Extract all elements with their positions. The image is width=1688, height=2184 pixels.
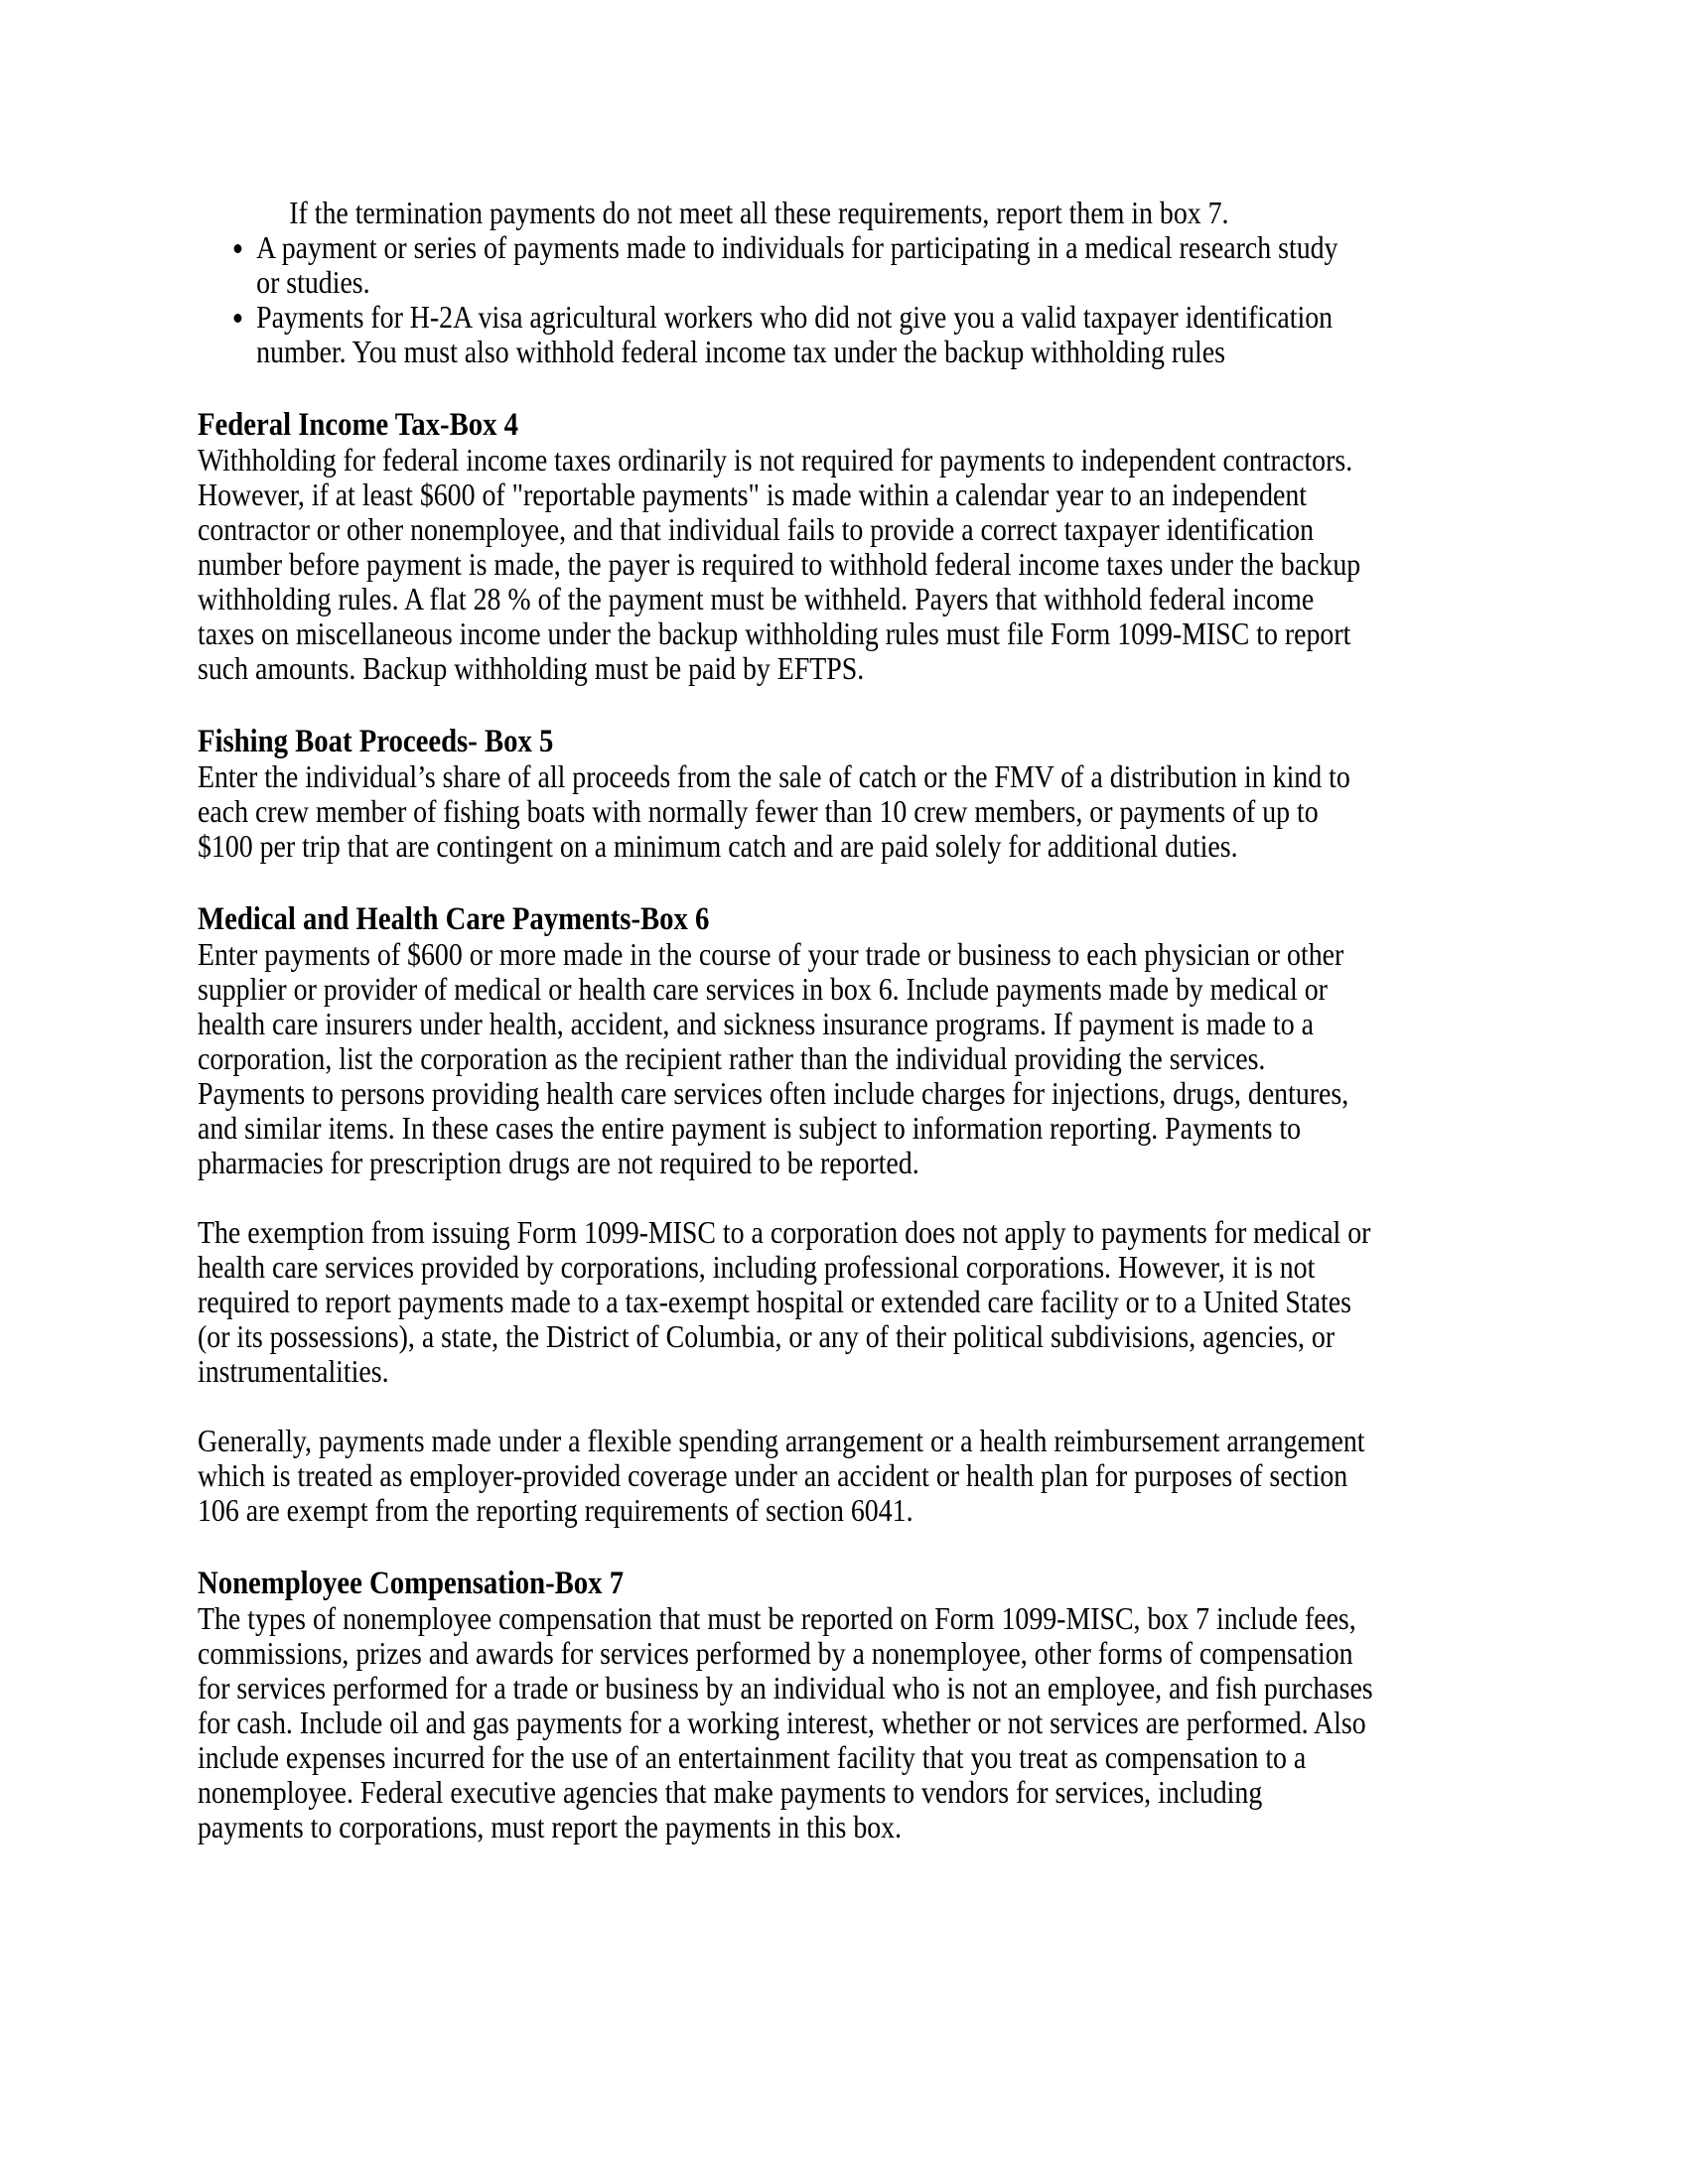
section-heading: Medical and Health Care Payments-Box 6: [198, 901, 710, 937]
paragraph-line: However, if at least $600 of "reportable payments" is made within a calendar year to an independent: [198, 477, 1308, 512]
paragraph-line: include expenses incurred for the use of an entertainment facility that you treat as compensation to a: [198, 1739, 1307, 1775]
paragraph-line: such amounts. Backup withholding must be paid by EFTPS.: [198, 650, 865, 686]
paragraph-line: pharmacies for prescription drugs are not required to be reported.: [198, 1145, 919, 1180]
spacer: [198, 1389, 1488, 1424]
paragraph-line: Generally, payments made under a flexible spending arrangement or a health reimbursement arrangement: [198, 1423, 1365, 1458]
spacer: [198, 1528, 1488, 1563]
paragraph-line: commissions, prizes and awards for services performed by a nonemployee, other forms of compensation: [198, 1635, 1353, 1671]
paragraph-line: number before payment is made, the payer is required to withhold federal income taxes under the backup: [198, 546, 1361, 582]
spacer: [198, 686, 1488, 721]
spacer: [198, 369, 1488, 404]
paragraph-line: taxes on miscellaneous income under the backup withholding rules must file Form 1099-MISC to report: [198, 615, 1351, 651]
paragraph-line: corporation, list the corporation as the recipient rather than the individual providing the services.: [198, 1040, 1266, 1076]
bullet-line: A payment or series of payments made to individuals for participating in a medical research study: [198, 230, 1321, 265]
paragraph-line: for services performed for a trade or business by an individual who is not an employee, and fish purchases: [198, 1670, 1373, 1706]
sections: [198, 369, 1488, 1844]
paragraph-line: Enter the individual’s share of all proceeds from the sale of catch or the FMV of a distribution in kind to: [198, 758, 1350, 794]
section: [198, 686, 1488, 864]
paragraph-line: The types of nonemployee compensation that must be reported on Form 1099-MISC, box 7 include fees,: [198, 1600, 1356, 1636]
bullet-icon: [234, 314, 242, 323]
paragraph-line: for cash. Include oil and gas payments for a working interest, whether or not services are performed. Also: [198, 1705, 1366, 1740]
paragraph: [198, 759, 1488, 864]
section-heading: Fishing Boat Proceeds- Box 5: [198, 724, 554, 759]
paragraph-line: instrumentalities.: [198, 1353, 389, 1389]
section-heading: Federal Income Tax-Box 4: [198, 407, 518, 443]
paragraph: [198, 1601, 1488, 1844]
paragraph-line: each crew member of fishing boats with normally fewer than 10 crew members, or payments of up to: [198, 793, 1319, 829]
paragraph-line: payments to corporations, must report the payments in this box.: [198, 1809, 903, 1844]
paragraph-line: Withholding for federal income taxes ordinarily is not required for payments to independent contractors.: [198, 442, 1353, 478]
paragraph-line: Enter payments of $600 or more made in the course of your trade or business to each physician or other: [198, 936, 1344, 972]
bullet-item: [198, 300, 1488, 369]
bullet-item: [198, 230, 1488, 300]
paragraph-line: The exemption from issuing Form 1099-MISC to a corporation does not apply to payments for medical or: [198, 1214, 1371, 1250]
paragraph-line: (or its possessions), a state, the District of Columbia, or any of their political subdivisions, agencies, or: [198, 1318, 1336, 1354]
paragraph-line: $100 per trip that are contingent on a minimum catch and are paid solely for additional duties.: [198, 828, 1238, 864]
paragraph-line: Payments to persons providing health care services often include charges for injections, drugs, dentures,: [198, 1075, 1349, 1111]
paragraph-line: health care insurers under health, accident, and sickness insurance programs. If payment is made to a: [198, 1006, 1315, 1041]
bullet-line: or studies.: [256, 264, 370, 300]
paragraph: [198, 443, 1488, 686]
paragraph: [198, 937, 1488, 1180]
section: [198, 864, 1488, 1528]
paragraph: [198, 1215, 1488, 1389]
paragraph-line: which is treated as employer-provided coverage under an accident or health plan for purposes of section: [198, 1457, 1348, 1493]
section: [198, 1528, 1488, 1844]
paragraph-line: and similar items. In these cases the entire payment is subject to information reporting. Payments to: [198, 1110, 1302, 1146]
paragraph-line: supplier or provider of medical or health care services in box 6. Include payments made by medical or: [198, 971, 1328, 1007]
paragraph-line: contractor or other nonemployee, and that individual fails to provide a correct taxpayer identification: [198, 511, 1315, 547]
section: [198, 369, 1488, 686]
paragraph-line: nonemployee. Federal executive agencies that make payments to vendors for services, including: [198, 1774, 1263, 1810]
paragraph-line: required to report payments made to a tax-exempt hospital or extended care facility or to a United States: [198, 1284, 1351, 1319]
continuation-text: If the termination payments do not meet all these requirements, report them in box 7.: [289, 195, 1229, 230]
paragraph-line: health care services provided by corporations, including professional corporations. However, it is not: [198, 1249, 1316, 1285]
paragraph-line: withholding rules. A flat 28 % of the payment must be withheld. Payers that withhold federal income: [198, 581, 1315, 616]
bullet-line: number. You must also withhold federal income tax under the backup withholding rules: [256, 334, 1225, 369]
paragraph-line: 106 are exempt from the reporting requirements of section 6041.: [198, 1492, 914, 1528]
bullet-line: Payments for H-2A visa agricultural workers who did not give you a valid taxpayer identification: [198, 300, 1321, 335]
bullet-list: [198, 230, 1488, 369]
spacer: [198, 1180, 1488, 1215]
document-page: [198, 196, 1488, 1844]
paragraph: [198, 1424, 1488, 1528]
spacer: [198, 864, 1488, 898]
bullet-icon: [234, 244, 242, 253]
section-heading: Nonemployee Compensation-Box 7: [198, 1566, 625, 1601]
